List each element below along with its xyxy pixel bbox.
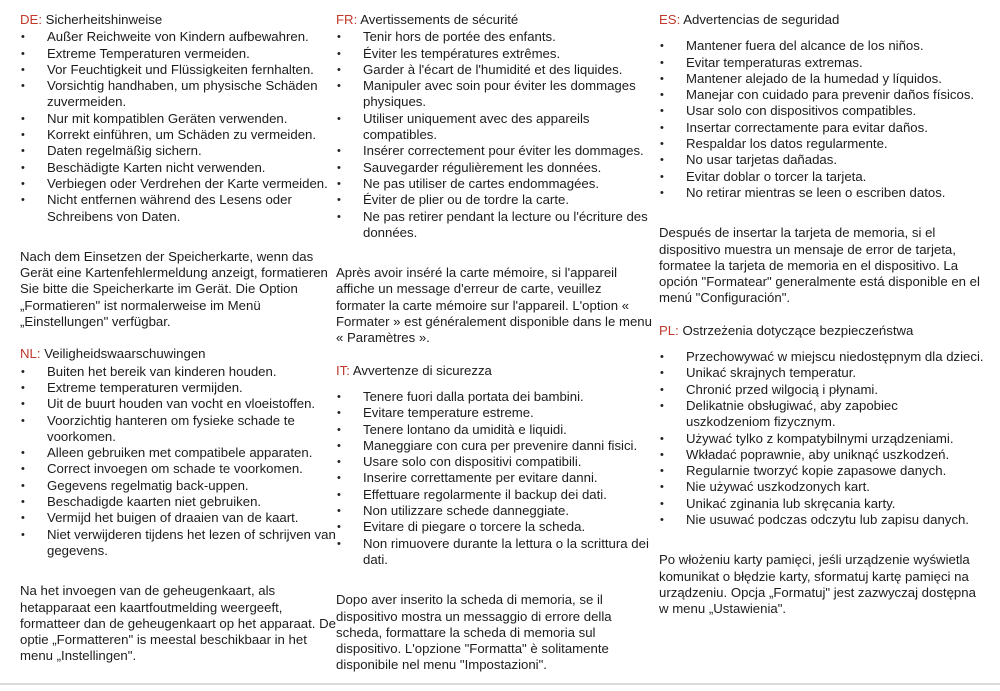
list-item: • Außer Reichweite von Kindern aufbewahren. (20, 29, 338, 45)
list-item: • Utiliser uniquement avec des appareils compatibles. (336, 111, 652, 144)
section-title: Ostrzeżenia dotyczące bezpieczeństwa (682, 322, 914, 338)
list-item: • Effettuare regolarmente il backup dei dati. (336, 487, 652, 503)
list-item: • Beschädigte Karten nicht verwenden. (20, 160, 338, 176)
section-heading (659, 323, 984, 339)
language-code: PL: (659, 322, 679, 338)
list-item: • Éviter de plier ou de tordre la carte. (336, 192, 652, 208)
page-edge-divider (0, 683, 1000, 685)
list-item: • Wkładać poprawnie, aby uniknąć uszkodzeń. (659, 447, 984, 463)
section-title: Avertissements de sécurité (360, 12, 519, 27)
language-code: NL: (20, 346, 41, 362)
safety-list (20, 364, 338, 560)
list-item: • Ne pas retirer pendant la lecture ou l'écriture des données. (336, 209, 652, 242)
list-item: • Gegevens regelmatig back-uppen. (20, 478, 338, 494)
list-item: • Daten regelmäßig sichern. (20, 143, 338, 159)
list-item: • Mantener alejado de la humedad y líquidos. (659, 71, 984, 87)
section-title: Avvertenze di sicurezza (352, 362, 492, 378)
list-item: • Insertar correctamente para evitar daños. (659, 120, 984, 136)
safety-list (659, 349, 984, 528)
list-item: • Ne pas utiliser de cartes endommagées. (336, 176, 652, 192)
list-item: • Respaldar los datos regularmente. (659, 136, 984, 152)
column-left (20, 12, 338, 665)
list-item: • Niet verwijderen tijdens het lezen of schrijven van gegevens. (20, 527, 338, 560)
list-item: • Nur mit kompatiblen Geräten verwenden. (20, 111, 338, 127)
list-item: • Vermijd het buigen of draaien van de kaart. (20, 510, 338, 526)
list-item: • Regularnie tworzyć kopie zapasowe danych. (659, 463, 984, 479)
list-item: • Delikatnie obsługiwać, aby zapobiec uszkodzeniom fizycznym. (659, 398, 984, 431)
list-item: • Beschadigde kaarten niet gebruiken. (20, 494, 338, 510)
section-es (659, 12, 984, 307)
language-code: IT: (336, 362, 350, 378)
list-item: • Voorzichtig hanteren om fysieke schade te voorkomen. (20, 413, 338, 446)
format-instructions: Nach dem Einsetzen der Speicherkarte, wenn das Gerät eine Kartenfehlermeldung anzeigt, formatieren Sie bitte die Speicherkarte im Gerät. Die Option „Formatieren" ist normalerweise im Menü „Einstellungen" verfügbar. (20, 248, 328, 330)
list-item: • Usar solo con dispositivos compatibles. (659, 103, 984, 119)
list-item: • Evitare temperature estreme. (336, 405, 652, 421)
safety-list (659, 38, 984, 201)
list-item: • Buiten het bereik van kinderen houden. (20, 364, 338, 380)
list-item: • Używać tylko z kompatybilnymi urządzeniami. (659, 431, 984, 447)
list-item: • Unikać skrajnych temperatur. (659, 365, 984, 381)
list-item: • No retirar mientras se leen o escriben datos. (659, 185, 984, 201)
format-instructions: Dopo aver inserito la scheda di memoria, se il dispositivo mostra un messaggio di errore della scheda, formattare la scheda di memoria sul dispositivo. L'opzione "Formatta" è solitamente disponibile nel menu "Impostazioni". (336, 592, 612, 673)
list-item: • Uit de buurt houden van vocht en vloeistoffen. (20, 396, 338, 412)
safety-list (20, 29, 338, 225)
section-title: Advertencias de seguridad (683, 12, 840, 27)
list-item: • Non utilizzare schede danneggiate. (336, 503, 652, 519)
language-code: DE: (20, 12, 42, 27)
section-nl (20, 346, 338, 664)
language-code: ES: (659, 12, 681, 27)
list-item: • Maneggiare con cura per prevenire danni fisici. (336, 438, 652, 454)
safety-list (336, 389, 652, 568)
section-title: Sicherheitshinweise (45, 12, 163, 27)
list-item: • Usare solo con dispositivi compatibili. (336, 454, 652, 470)
format-instructions: Po włożeniu karty pamięci, jeśli urządzenie wyświetla komunikat o błędzie karty, sformatuj kartę pamięci na urządzeniu. Opcja „Formatuj" jest zazwyczaj dostępna w menu „Ustawienia". (659, 552, 976, 617)
list-item: • Verbiegen oder Verdrehen der Karte vermeiden. (20, 176, 338, 192)
format-instructions: Na het invoegen van de geheugenkaart, als hetapparaat een kaartfoutmelding weergeeft, formatteer dan de geheugenkaart op het apparaat. De optie „Formatteren" is meestal beschikbaar in het menu „Instellingen". (20, 583, 336, 664)
list-item: • Evitar temperaturas extremas. (659, 55, 984, 71)
section-title: Veiligheidswaarschuwingen (44, 346, 206, 362)
list-item: • Inserire correttamente per evitare danni. (336, 470, 652, 486)
list-item: • Insérer correctement pour éviter les dommages. (336, 143, 652, 159)
list-item: • Nicht entfernen während des Lesens oder Schreibens von Daten. (20, 192, 338, 225)
list-item: • Garder à l'écart de l'humidité et des liquides. (336, 62, 652, 78)
list-item: • Manejar con cuidado para prevenir daños físicos. (659, 87, 984, 103)
list-item: • Unikać zginania lub skręcania karty. (659, 496, 984, 512)
list-item: • Non rimuovere durante la lettura o la scrittura dei dati. (336, 536, 652, 569)
list-item: • Sauvegarder régulièrement les données. (336, 160, 652, 176)
list-item: • Nie usuwać podczas odczytu lub zapisu danych. (659, 512, 984, 528)
column-middle (336, 12, 652, 674)
list-item: • Przechowywać w miejscu niedostępnym dla dzieci. (659, 349, 984, 365)
list-item: • Éviter les températures extrêmes. (336, 46, 652, 62)
column-right (659, 12, 984, 618)
list-item: • Correct invoegen om schade te voorkomen. (20, 461, 338, 477)
list-item: • Nie używać uszkodzonych kart. (659, 479, 984, 495)
list-item: • Tenere lontano da umidità e liquidi. (336, 422, 652, 438)
section-it (336, 363, 652, 674)
section-fr (336, 12, 652, 347)
list-item: • Evitare di piegare o torcere la scheda. (336, 519, 652, 535)
section-heading (20, 12, 338, 28)
list-item: • Evitar doblar o torcer la tarjeta. (659, 169, 984, 185)
list-item: • Extreme temperaturen vermijden. (20, 380, 338, 396)
format-instructions: Après avoir inséré la carte mémoire, si l'appareil affiche un message d'erreur de carte, veuillez formater la carte mémoire sur l'appareil. L'option « Formater » est généralement disponible dans le menu « Paramètres ». (336, 265, 652, 346)
language-code: FR: (336, 12, 358, 27)
list-item: • Chronić przed wilgocią i płynami. (659, 382, 984, 398)
list-item: • Tenir hors de portée des enfants. (336, 29, 652, 45)
list-item: • Vorsichtig handhaben, um physische Schäden zuvermeiden. (20, 78, 338, 111)
section-pl (659, 323, 984, 618)
list-item: • No usar tarjetas dañadas. (659, 152, 984, 168)
list-item: • Vor Feuchtigkeit und Flüssigkeiten fernhalten. (20, 62, 338, 78)
list-item: • Manipuler avec soin pour éviter les dommages physiques. (336, 78, 652, 111)
format-instructions: Después de insertar la tarjeta de memoria, si el dispositivo muestra un mensaje de error de tarjeta, formatee la tarjeta de memoria en el dispositivo. La opción "Formatear" generalmente está disponible en el menú "Configuración". (659, 225, 980, 306)
section-heading (336, 12, 652, 28)
list-item: • Korrekt einführen, um Schäden zu vermeiden. (20, 127, 338, 143)
list-item: • Extreme Temperaturen vermeiden. (20, 46, 338, 62)
list-item: • Alleen gebruiken met compatibele apparaten. (20, 445, 338, 461)
list-item: • Mantener fuera del alcance de los niños. (659, 38, 984, 54)
section-heading (20, 346, 338, 362)
section-de (20, 12, 338, 330)
section-heading (659, 12, 984, 28)
list-item: • Tenere fuori dalla portata dei bambini. (336, 389, 652, 405)
safety-list (336, 29, 652, 241)
section-heading (336, 363, 652, 379)
